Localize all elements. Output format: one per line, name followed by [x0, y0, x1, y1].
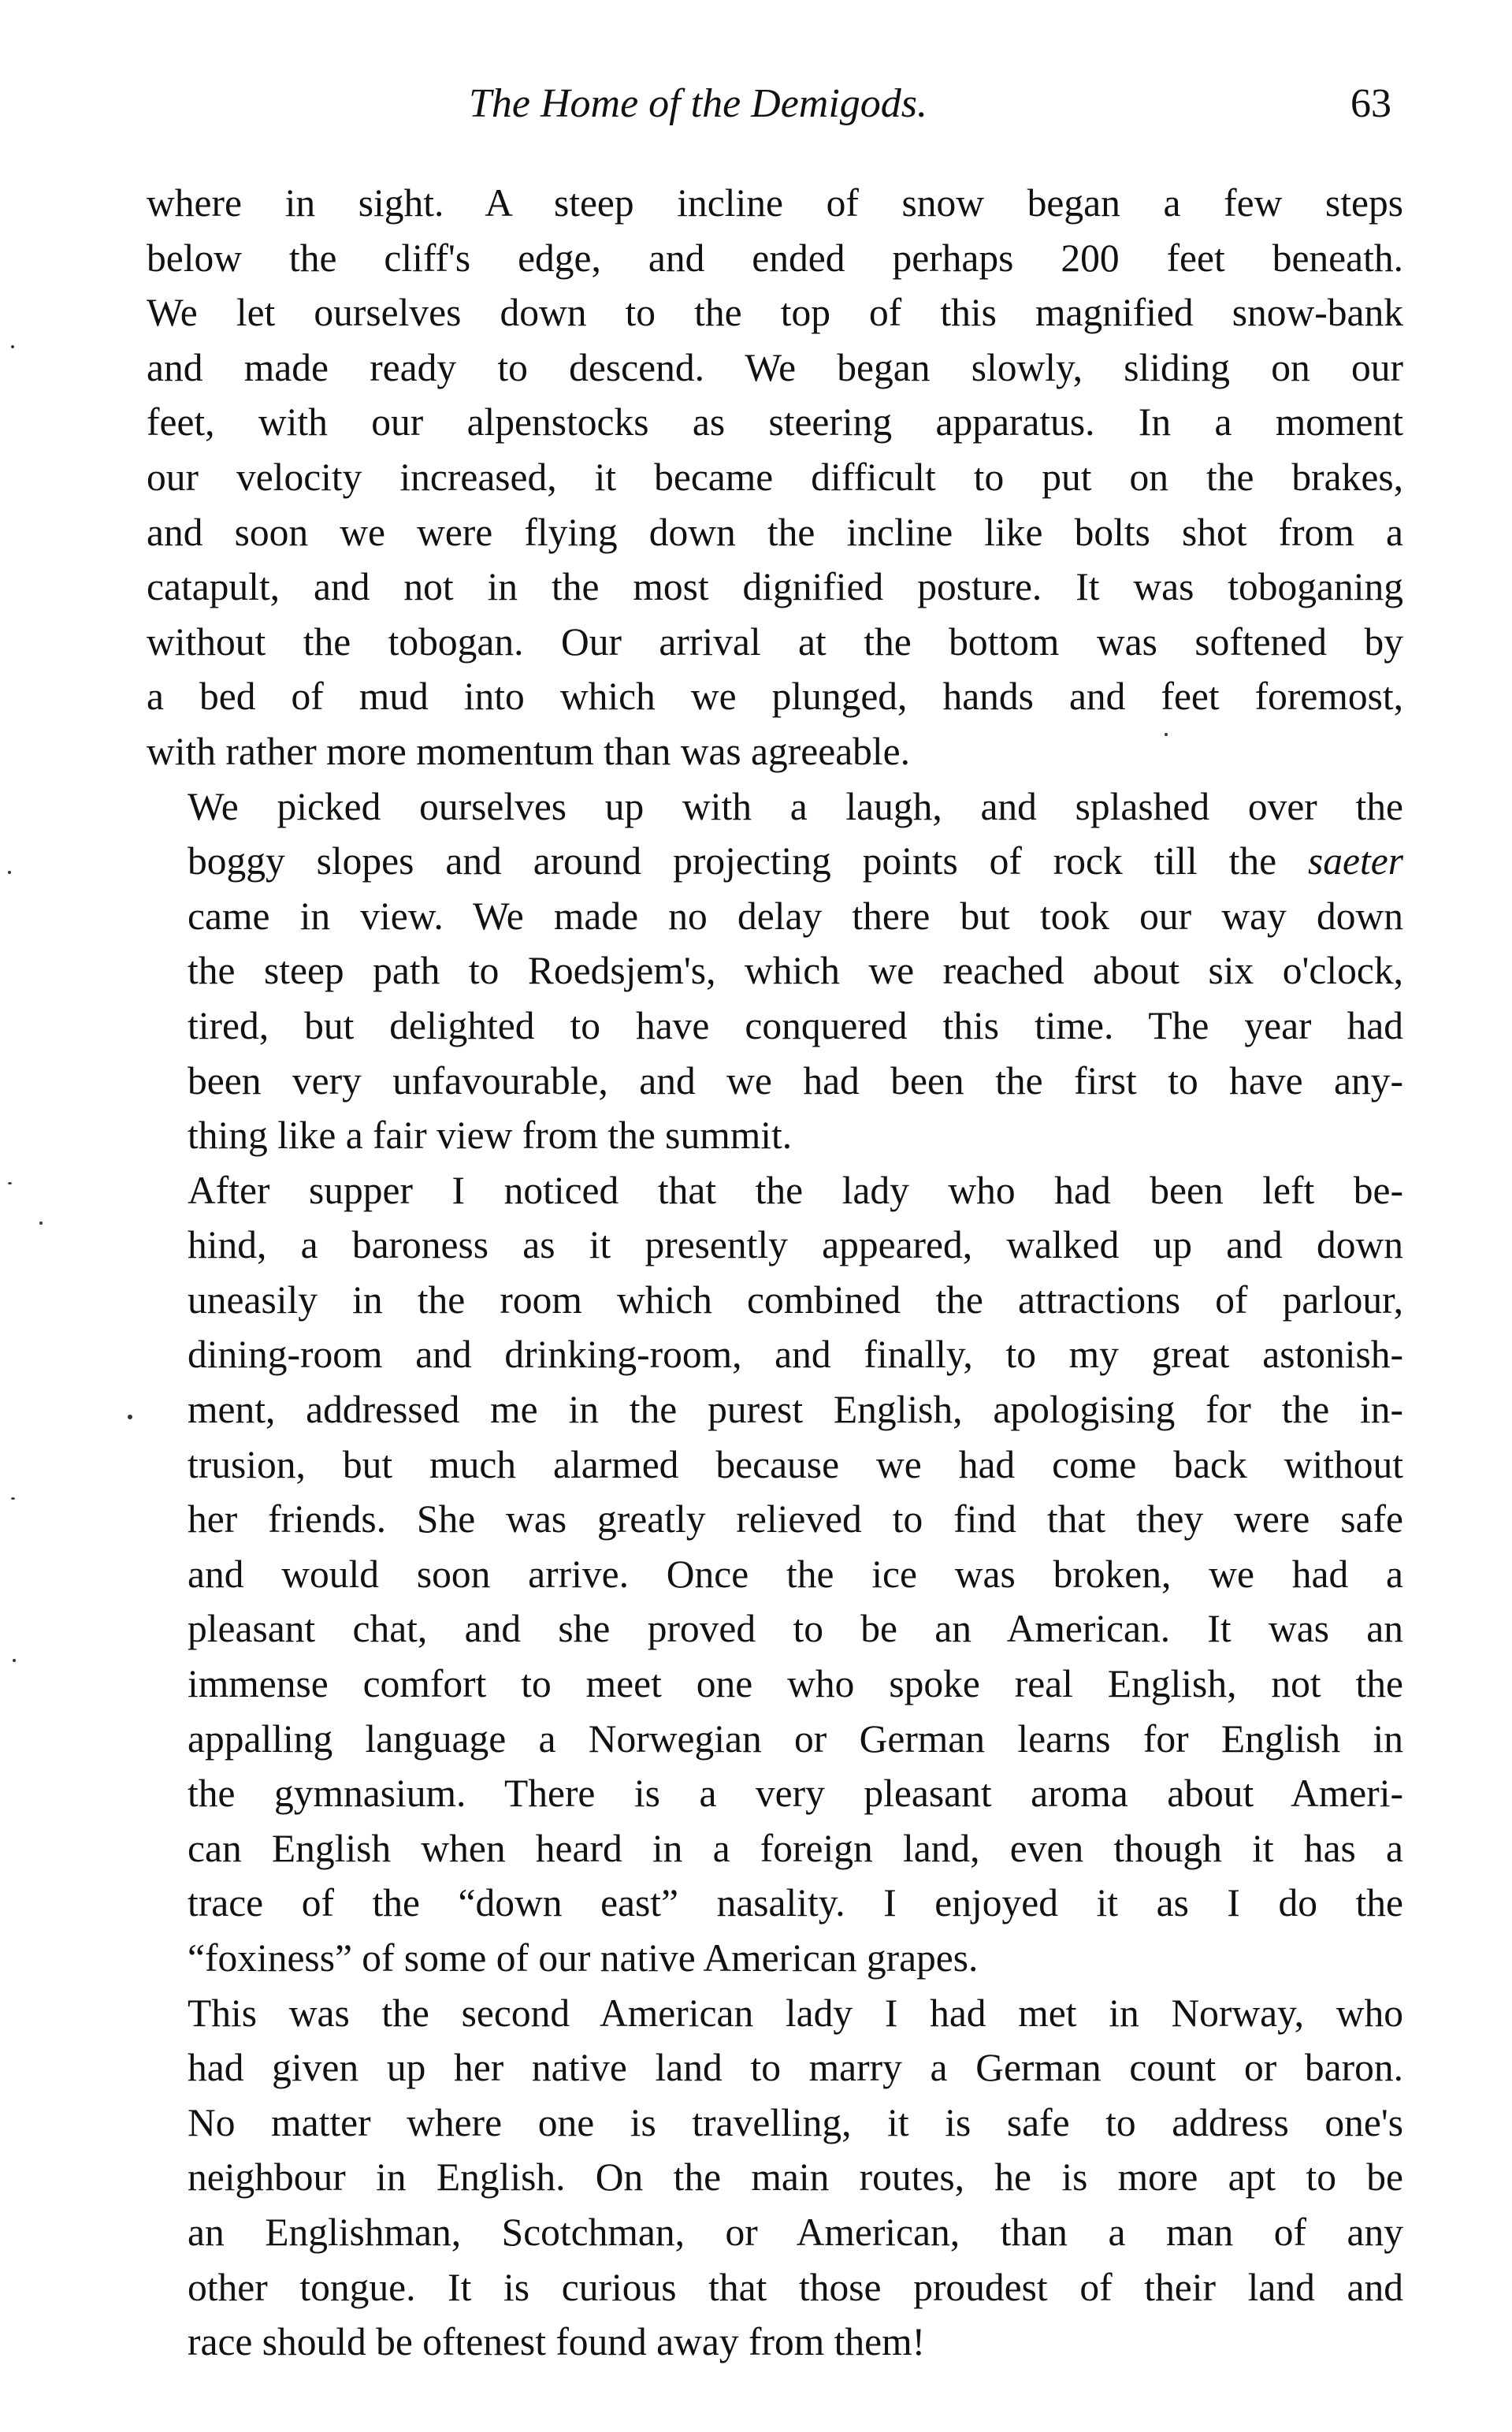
text-line: uneasily in the room which combined the attractions of parlour, [188, 1277, 1403, 1322]
text-line: been very unfavourable, and we had been the first to have any- [188, 1058, 1403, 1103]
paragraph-1 [147, 176, 1403, 779]
text-line: immense comfort to meet one who spoke real English, not the [188, 1662, 1403, 1706]
text-line: This was the second American lady I had met in Norway, who [188, 1991, 1403, 2035]
scan-speck [11, 1497, 15, 1500]
text-line: with rather more momentum than was agreeable. [147, 729, 911, 773]
paragraph-4 [147, 1986, 1403, 2370]
text-line: neighbour in English. On the main routes, he is more apt to be [188, 2155, 1403, 2200]
scan-speck [39, 1222, 43, 1225]
scan-speck [1165, 733, 1168, 736]
text-line: a bed of mud into which we plunged, hands and feet foremost, [147, 675, 1403, 719]
text-line: thing like a fair view from the summit. [188, 1114, 793, 1158]
text-line: feet, with our alpenstocks as steering apparatus. In a moment [147, 400, 1403, 444]
text-line: had given up her native land to marry a German count or baron. [188, 2046, 1403, 2090]
scan-speck [8, 871, 11, 874]
text-line: We let ourselves down to the top of this magnified snow-bank [147, 291, 1403, 335]
scan-speck [128, 1415, 132, 1419]
text-line: pleasant chat, and she proved to be an American. It was an [188, 1607, 1403, 1651]
text-line: below the cliff's edge, and ended perhaps 200 feet beneath. [147, 236, 1403, 280]
text-line: “foxiness” of some of our native American grapes. [188, 1936, 979, 1980]
text-line: trace of the “down east” nasality. I enjoyed it as I do the [188, 1881, 1403, 1925]
text-line: where in sight. A steep incline of snow began a few steps [147, 181, 1403, 225]
text-line: tired, but delighted to have conquered this time. The year had [188, 1003, 1403, 1047]
text-line: We picked ourselves up with a laugh, and splashed over the [188, 784, 1403, 828]
text-line: ment, addressed me in the purest English, apologising for the in- [188, 1388, 1403, 1432]
text-line: and would soon arrive. Once the ice was broken, we had a [188, 1552, 1403, 1596]
text-line: trusion, but much alarmed because we had come back without [188, 1442, 1403, 1486]
text-line: After supper I noticed that the lady who had been left be- [188, 1168, 1403, 1212]
text-line: without the tobogan. Our arrival at the bottom was softened by [147, 619, 1403, 664]
text-line: appalling language a Norwegian or German learns for English in [188, 1716, 1403, 1761]
text-line: can English when heard in a foreign land, even though it has a [188, 1826, 1403, 1870]
text-line: dining-room and drinking-room, and finally, to my great astonish- [188, 1333, 1403, 1377]
text-line: the gymnasium. There is a very pleasant aroma about Ameri- [188, 1772, 1403, 1816]
body-text [147, 176, 1403, 2370]
text-line: catapult, and not in the most dignified posture. It was toboganing [147, 565, 1403, 609]
running-head [147, 73, 1407, 136]
text-line: and made ready to descend. We began slowly, sliding on our [147, 345, 1403, 389]
text-line: the steep path to Roedsjem's, which we reached about six o'clock, [188, 949, 1403, 993]
text-line: our velocity increased, it became difficult to put on the brakes, [147, 455, 1403, 499]
text-line: other tongue. It is curious that those proudest of their land and [188, 2265, 1403, 2309]
text-line: race should be oftenest found away from them! [188, 2320, 926, 2364]
paragraph-2 [147, 779, 1403, 1163]
text-line: No matter where one is travelling, it is safe to address one's [188, 2100, 1403, 2144]
text-line: her friends. She was greatly relieved to find that they were safe [188, 1497, 1403, 1541]
text-line: boggy slopes and around projecting points of rock till the saeter [188, 839, 1403, 883]
scan-speck [11, 345, 14, 348]
running-title: The Home of the Demigods. [468, 81, 928, 126]
scan-speck [8, 1182, 12, 1184]
text-line: hind, a baroness as it presently appeared, walked up and down [188, 1223, 1403, 1267]
text-line: and soon we were flying down the incline like bolts shot from a [147, 510, 1403, 554]
text-line: an Englishman, Scotchman, or American, than a man of any [188, 2210, 1403, 2254]
scan-speck [13, 1659, 16, 1662]
page-number: 63 [1350, 81, 1391, 126]
text-line: came in view. We made no delay there but took our way down [188, 894, 1403, 938]
paragraph-3 [147, 1163, 1403, 1986]
